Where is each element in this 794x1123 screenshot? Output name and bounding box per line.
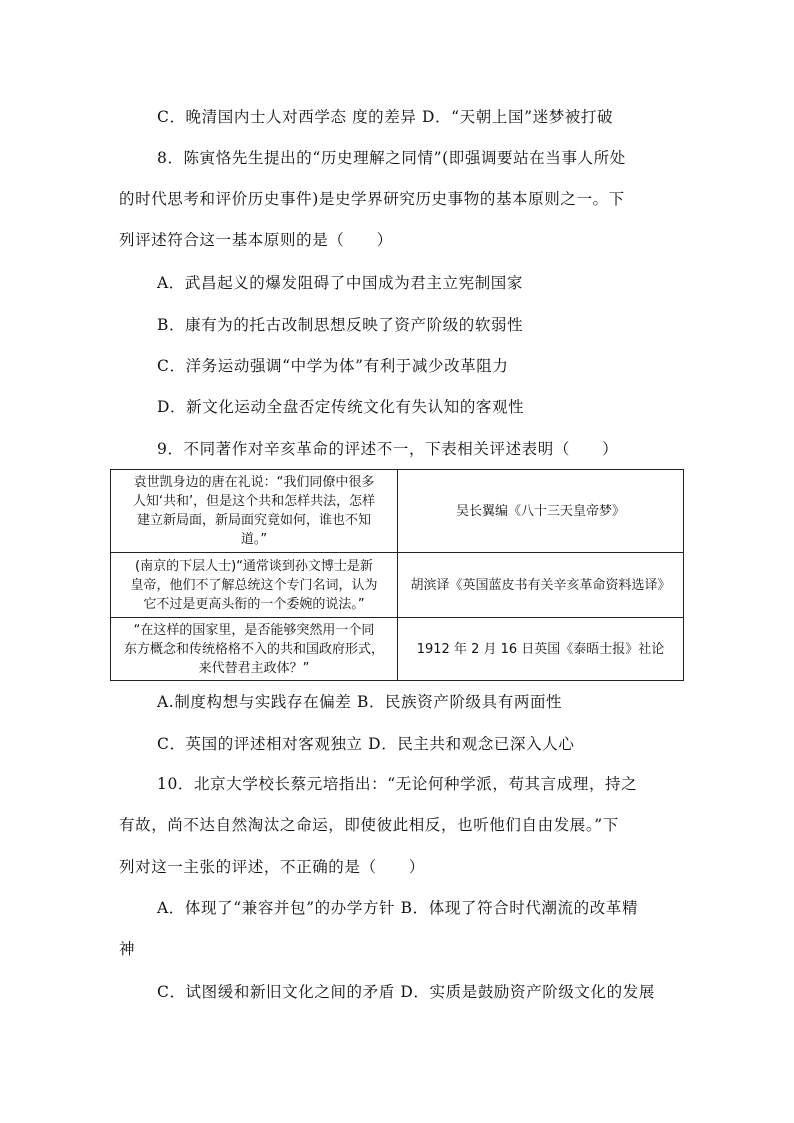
q8-stem-line-2: 的时代思考和评价历史事件)是史学界研究历史事物的基本原则之一。下 xyxy=(119,190,625,208)
table-row xyxy=(111,618,684,681)
q7-options-cd: C．晚清国内士人对西学态 度的差异 D．“天朝上国”迷梦被打破 xyxy=(157,108,614,126)
q10-stem-line-2: 有故，尚不达自然淘汰之命运，即使彼此相反，也听他们自由发展。”下 xyxy=(119,816,619,834)
table-row xyxy=(111,553,684,618)
source-cell: 1912 年 2 月 16 日英国《泰晤士报》社论 xyxy=(398,618,684,681)
q9-stem: 9．不同著作对辛亥革命的评述不一，下表相关评述表明（ ） xyxy=(157,440,619,458)
quote-line: 皇帝，他们不了解总统这个专门名词，认为 xyxy=(130,577,378,593)
quote-line: 建立新局面，新局面究竟如何，谁也不知 xyxy=(136,513,371,528)
quote-line: 东方概念和传统格格不入的共和国政府形式， xyxy=(123,641,384,657)
q10-stem-line-3: 列对这一主张的评述，不正确的是（ ） xyxy=(119,858,425,876)
quote-line: 人知‘共和’，但是这个共和怎样共法，怎样 xyxy=(132,494,376,509)
quote-line: 它不过是更高头衔的一个委婉的说法。” xyxy=(143,596,365,612)
source-cell: 胡滨译《英国蓝皮书有关辛亥革命资料选译》 xyxy=(398,553,684,618)
quote-line: 来代替君主政体？” xyxy=(198,660,310,676)
q10-options-ab-wrap: 神 xyxy=(119,940,136,958)
q8-option-c: C．洋务运动强调“中学为体”有利于减少改革阻力 xyxy=(157,357,509,375)
quote-cell xyxy=(111,618,398,681)
q9-options-ab: A.制度构想与实践存在偏差 B．民族资产阶级具有两面性 xyxy=(157,693,563,711)
quote-line: (南京的下层人士)“通常谈到孙文博士是新 xyxy=(135,558,373,574)
quote-cell xyxy=(111,553,398,618)
q8-option-b: B．康有为的托古改制思想反映了资产阶级的软弱性 xyxy=(157,316,524,334)
q9-source-table xyxy=(110,469,684,681)
table-row xyxy=(111,470,684,553)
quote-line: “在这样的国家里，是否能够突然用一个同 xyxy=(133,622,375,638)
q8-stem-line-3: 列评述符合这一基本原则的是（ ） xyxy=(119,231,393,249)
q10-options-cd: C．试图缓和新旧文化之间的矛盾 D．实质是鼓励资产阶级文化的发展 xyxy=(157,983,655,1001)
source-cell: 吴长翼编《八十三天皇帝梦》 xyxy=(398,470,684,553)
q8-stem-line-1: 8．陈寅恪先生提出的“历史理解之同情”(即强调要站在当事人所处 xyxy=(157,149,626,167)
q10-stem-line-1: 10．北京大学校长蔡元培指出：“无论何种学派，苟其言成理，持之 xyxy=(157,775,638,793)
q10-options-ab: A．体现了“兼容并包”的办学方针 B．体现了符合时代潮流的改革精 xyxy=(157,899,639,917)
quote-line: 道。” xyxy=(240,532,268,547)
quote-cell xyxy=(111,470,398,553)
q9-options-cd: C．英国的评述相对客观独立 D．民主共和观念已深入人心 xyxy=(157,735,575,753)
q8-option-a: A．武昌起义的爆发阻碍了中国成为君主立宪制国家 xyxy=(157,274,523,292)
q8-option-d: D．新文化运动全盘否定传统文化有失认知的客观性 xyxy=(157,398,525,416)
quote-line: 袁世凯身边的唐在礼说：“我们同僚中很多 xyxy=(133,475,375,490)
